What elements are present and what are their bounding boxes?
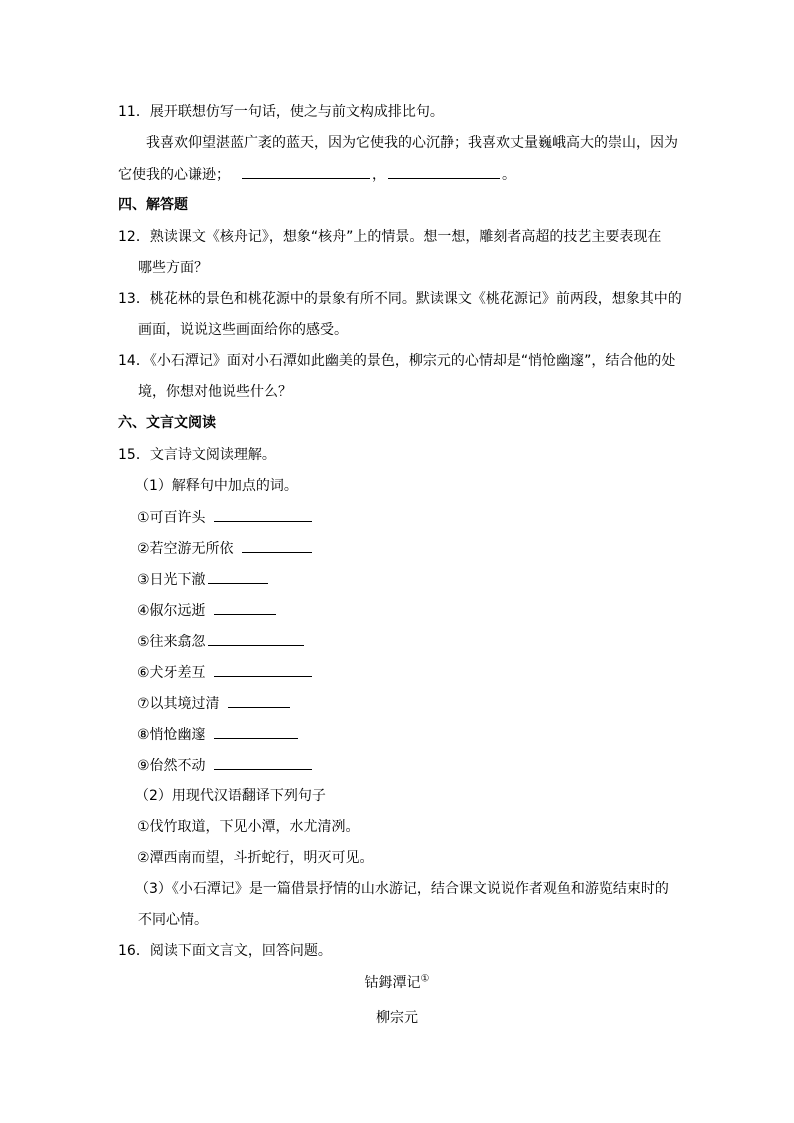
vocab-item-1	[137, 507, 314, 528]
q11-end: 。	[502, 167, 516, 183]
section-four-heading: 四、解答题	[118, 197, 188, 213]
vocab-item-8	[137, 724, 300, 745]
q11-separator: ，	[372, 167, 386, 183]
vocab-text-4: ④俶尔远逝	[137, 603, 206, 619]
section-six-heading: 六、文言文阅读	[118, 415, 216, 431]
q15-part3-line2: 不同心情。	[138, 912, 208, 928]
q14-line1: 14．《小石潭记》面对小石潭如此幽美的景色，柳宗元的心情却是“悄怆幽邃”，结合他的处	[118, 353, 676, 369]
footnote-marker[interactable]: ①	[420, 973, 430, 985]
vocab-item-5	[137, 631, 306, 652]
vocab-text-1: ①可百许头	[137, 510, 206, 526]
vocab-blank-2[interactable]	[242, 538, 312, 553]
translation-item-1: ①伐竹取道，下见小潭，水尤清冽。	[137, 819, 360, 835]
vocab-item-2	[137, 538, 314, 559]
q12-line1: 12．熟读课文《核舟记》，想象“核舟”上的情景。想一想，雕刻者高超的技艺主要表现在	[118, 229, 662, 245]
q13-line1: 13．桃花林的景色和桃花源中的景象有所不同。默读课文《桃花源记》前两段，想象其中的	[118, 291, 682, 307]
vocab-text-9: ⑨佁然不动	[137, 758, 206, 774]
vocab-item-6	[137, 662, 314, 683]
answer-blank-2[interactable]	[388, 164, 500, 179]
q15-part2: （2）用现代汉语翻译下列句子	[135, 788, 326, 804]
vocab-text-5: ⑤往来翕忽	[137, 634, 206, 650]
q16-stem: 16．阅读下面文言文，回答问题。	[118, 943, 332, 959]
vocab-blank-5[interactable]	[208, 631, 304, 646]
vocab-blank-7[interactable]	[228, 693, 290, 708]
q13-line2: 画面，说说这些画面给你的感受。	[138, 322, 348, 338]
vocab-item-3	[137, 569, 270, 590]
passage-title	[0, 973, 794, 993]
answer-blank-1[interactable]	[242, 164, 370, 179]
vocab-text-2: ②若空游无所依	[137, 541, 234, 557]
q12-line2: 哪些方面？	[138, 260, 208, 276]
vocab-blank-1[interactable]	[214, 507, 312, 522]
q14-line2: 境，你想对他说些什么？	[138, 384, 292, 400]
q11-line2	[118, 164, 516, 185]
q11-stem: 11．展开联想仿写一句话，使之与前文构成排比句。	[118, 104, 444, 120]
vocab-blank-6[interactable]	[214, 662, 312, 677]
vocab-text-8: ⑧悄怆幽邃	[137, 727, 206, 743]
vocab-blank-9[interactable]	[214, 755, 312, 770]
vocab-blank-4[interactable]	[214, 600, 276, 615]
q11-line1: 我喜欢仰望湛蓝广袤的蓝天，因为它使我的心沉静；我喜欢丈量巍峨高大的崇山，因为	[146, 135, 678, 151]
q15-stem: 15．文言诗文阅读理解。	[118, 447, 276, 463]
q15-part3-line1: （3）《小石潭记》是一篇借景抒情的山水游记，结合课文说说作者观鱼和游览结束时的	[135, 881, 669, 897]
translation-item-2: ②潭西南而望，斗折蛇行，明灭可见。	[137, 850, 374, 866]
q15-part1: （1）解释句中加点的词。	[135, 478, 298, 494]
vocab-blank-3[interactable]	[208, 569, 268, 584]
passage-title-text: 钴鉧潭记	[364, 975, 421, 991]
vocab-blank-8[interactable]	[214, 724, 298, 739]
vocab-text-6: ⑥犬牙差互	[137, 665, 206, 681]
vocab-text-7: ⑦以其境过清	[137, 696, 220, 712]
vocab-text-3: ③日光下澈	[137, 572, 206, 588]
vocab-item-7	[137, 693, 292, 714]
q11-line2-text: 它使我的心谦逊；	[118, 167, 230, 183]
passage-author: 柳宗元	[376, 1010, 418, 1026]
vocab-item-4	[137, 600, 278, 621]
vocab-item-9	[137, 755, 314, 776]
